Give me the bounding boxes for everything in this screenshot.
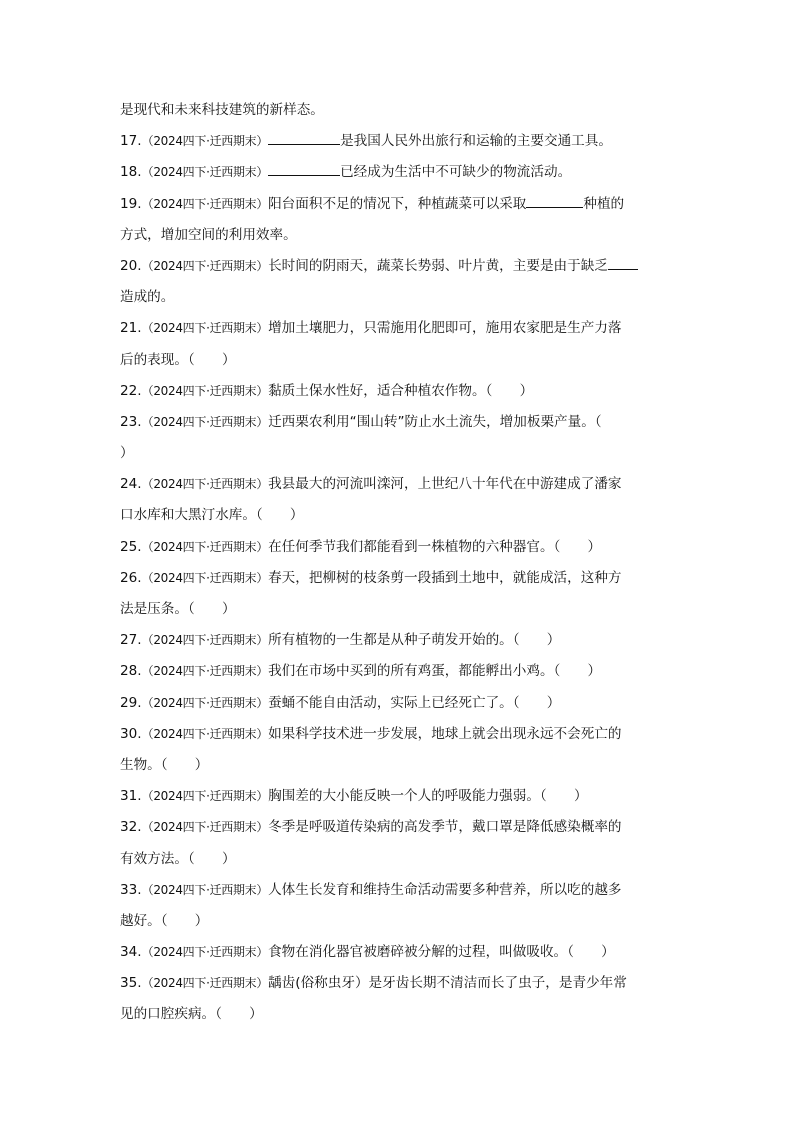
source-tag: （2024四下·迁西期末） bbox=[141, 789, 269, 804]
source-tag: （2024四下·迁西期末） bbox=[141, 258, 269, 273]
source-tag: （2024四下·迁西期末） bbox=[141, 570, 269, 585]
question-text: 我们在市场中买到的所有鸡蛋，都能孵出小鸡。（ ） bbox=[268, 663, 602, 680]
question-24 bbox=[120, 469, 675, 500]
question-text: 冬季是呼吸道传染病的高发季节，戴口罩是降低感染概率的 bbox=[268, 819, 622, 836]
text-line bbox=[120, 95, 675, 126]
line-text: 造成的。 bbox=[120, 289, 175, 306]
text-line bbox=[120, 500, 675, 531]
question-28 bbox=[120, 656, 675, 687]
text-line bbox=[120, 438, 675, 469]
question-text: 长时间的阴雨天，蔬菜长势弱、叶片黄，主要是由于缺乏 bbox=[268, 257, 608, 274]
document-page bbox=[120, 95, 675, 1031]
question-text: 春天，把柳树的枝条剪一段插到土地中，就能成活，这种方 bbox=[268, 569, 622, 586]
source-tag: （2024四下·迁西期末） bbox=[141, 196, 269, 211]
source-tag: （2024四下·迁西期末） bbox=[141, 134, 269, 149]
fill-blank[interactable] bbox=[526, 193, 583, 208]
source-tag: （2024四下·迁西期末） bbox=[141, 882, 269, 897]
source-tag: （2024四下·迁西期末） bbox=[141, 165, 269, 180]
question-number: 30. bbox=[120, 725, 142, 742]
question-27 bbox=[120, 625, 675, 656]
fill-blank[interactable] bbox=[268, 130, 340, 145]
line-text: 越好。（ ） bbox=[120, 912, 209, 929]
question-text-after: 已经成为生活中不可缺少的物流活动。 bbox=[340, 164, 572, 181]
line-text: 有效方法。（ ） bbox=[120, 850, 236, 867]
question-number: 19. bbox=[120, 195, 142, 212]
source-tag: （2024四下·迁西期末） bbox=[141, 664, 269, 679]
fill-blank[interactable] bbox=[608, 255, 638, 270]
line-text: 见的口腔疾病。（ ） bbox=[120, 1006, 263, 1023]
text-line bbox=[120, 220, 675, 251]
text-line bbox=[120, 906, 675, 937]
question-number: 20. bbox=[120, 257, 142, 274]
question-number: 33. bbox=[120, 881, 142, 898]
question-number: 28. bbox=[120, 663, 142, 680]
question-number: 31. bbox=[120, 788, 142, 805]
question-text: 如果科学技术进一步发展，地球上就会出现永远不会死亡的 bbox=[268, 725, 622, 742]
source-tag: （2024四下·迁西期末） bbox=[141, 695, 269, 710]
question-text-after: 是我国人民外出旅行和运输的主要交通工具。 bbox=[340, 133, 612, 150]
source-tag: （2024四下·迁西期末） bbox=[141, 726, 269, 741]
line-text: 生物。（ ） bbox=[120, 756, 209, 773]
question-text: 迁西栗农利用“围山转”防止水土流失，增加板栗产量。（ bbox=[268, 413, 602, 430]
question-text: 我县最大的河流叫滦河，上世纪八十年代在中游建成了潘家 bbox=[268, 476, 622, 493]
question-number: 25. bbox=[120, 538, 142, 555]
question-21 bbox=[120, 313, 675, 344]
question-26 bbox=[120, 563, 675, 594]
question-number: 24. bbox=[120, 476, 142, 493]
text-line bbox=[120, 844, 675, 875]
text-line bbox=[120, 345, 675, 376]
question-number: 17. bbox=[120, 133, 142, 150]
question-text: 所有植物的一生都是从种子萌发开始的。（ ） bbox=[268, 632, 561, 649]
question-text: 在任何季节我们都能看到一株植物的六种器官。（ ） bbox=[268, 538, 602, 555]
source-tag: （2024四下·迁西期末） bbox=[141, 633, 269, 648]
question-25 bbox=[120, 532, 675, 563]
question-18 bbox=[120, 157, 675, 188]
line-text: 是现代和未来科技建筑的新样态。 bbox=[120, 102, 324, 118]
line-text: ） bbox=[120, 445, 134, 462]
question-number: 18. bbox=[120, 164, 142, 181]
text-line bbox=[120, 282, 675, 313]
question-text: 人体生长发育和维持生命活动需要多种营养，所以吃的越多 bbox=[268, 881, 622, 898]
question-19 bbox=[120, 189, 675, 220]
question-text: 胸围差的大小能反映一个人的呼吸能力强弱。（ ） bbox=[268, 788, 588, 805]
fill-blank[interactable] bbox=[268, 161, 340, 176]
line-text: 方式，增加空间的利用效率。 bbox=[120, 226, 297, 243]
text-line bbox=[120, 594, 675, 625]
question-text: 阳台面积不足的情况下，种植蔬菜可以采取 bbox=[268, 195, 527, 212]
text-line bbox=[120, 750, 675, 781]
question-number: 34. bbox=[120, 944, 142, 961]
source-tag: （2024四下·迁西期末） bbox=[141, 945, 269, 960]
question-number: 26. bbox=[120, 569, 142, 586]
question-number: 29. bbox=[120, 694, 142, 711]
question-32 bbox=[120, 812, 675, 843]
line-text: 后的表现。（ ） bbox=[120, 351, 236, 368]
source-tag: （2024四下·迁西期末） bbox=[141, 820, 269, 835]
question-text: 龋齿(俗称虫牙）是牙齿长期不清洁而长了虫子，是青少年常 bbox=[268, 975, 627, 992]
question-35 bbox=[120, 968, 675, 999]
question-text-after: 种植的 bbox=[583, 195, 625, 212]
question-20 bbox=[120, 251, 675, 282]
question-34 bbox=[120, 937, 675, 968]
question-17 bbox=[120, 126, 675, 157]
question-33 bbox=[120, 875, 675, 906]
source-tag: （2024四下·迁西期末） bbox=[141, 477, 269, 492]
question-number: 22. bbox=[120, 382, 142, 399]
question-number: 35. bbox=[120, 975, 142, 992]
question-number: 23. bbox=[120, 413, 142, 430]
source-tag: （2024四下·迁西期末） bbox=[141, 321, 269, 336]
line-text: 法是压条。（ ） bbox=[120, 601, 236, 617]
question-29 bbox=[120, 688, 675, 719]
question-text: 蚕蛹不能自由活动，实际上已经死亡了。（ ） bbox=[268, 694, 561, 711]
source-tag: （2024四下·迁西期末） bbox=[141, 976, 269, 991]
question-22 bbox=[120, 376, 675, 407]
source-tag: （2024四下·迁西期末） bbox=[141, 383, 269, 398]
question-30 bbox=[120, 719, 675, 750]
text-line bbox=[120, 999, 675, 1030]
question-text: 增加土壤肥力，只需施用化肥即可，施用农家肥是生产力落 bbox=[268, 320, 622, 337]
question-text: 食物在消化器官被磨碎被分解的过程，叫做吸收。（ ） bbox=[268, 944, 615, 961]
question-number: 27. bbox=[120, 632, 142, 649]
question-31 bbox=[120, 781, 675, 812]
source-tag: （2024四下·迁西期末） bbox=[141, 414, 269, 429]
line-text: 口水库和大黑汀水库。（ ） bbox=[120, 507, 304, 524]
question-number: 32. bbox=[120, 819, 142, 836]
question-number: 21. bbox=[120, 320, 142, 337]
source-tag: （2024四下·迁西期末） bbox=[141, 539, 269, 554]
question-text: 黏质土保水性好，适合种植农作物。（ ） bbox=[268, 382, 534, 399]
question-23 bbox=[120, 407, 675, 438]
